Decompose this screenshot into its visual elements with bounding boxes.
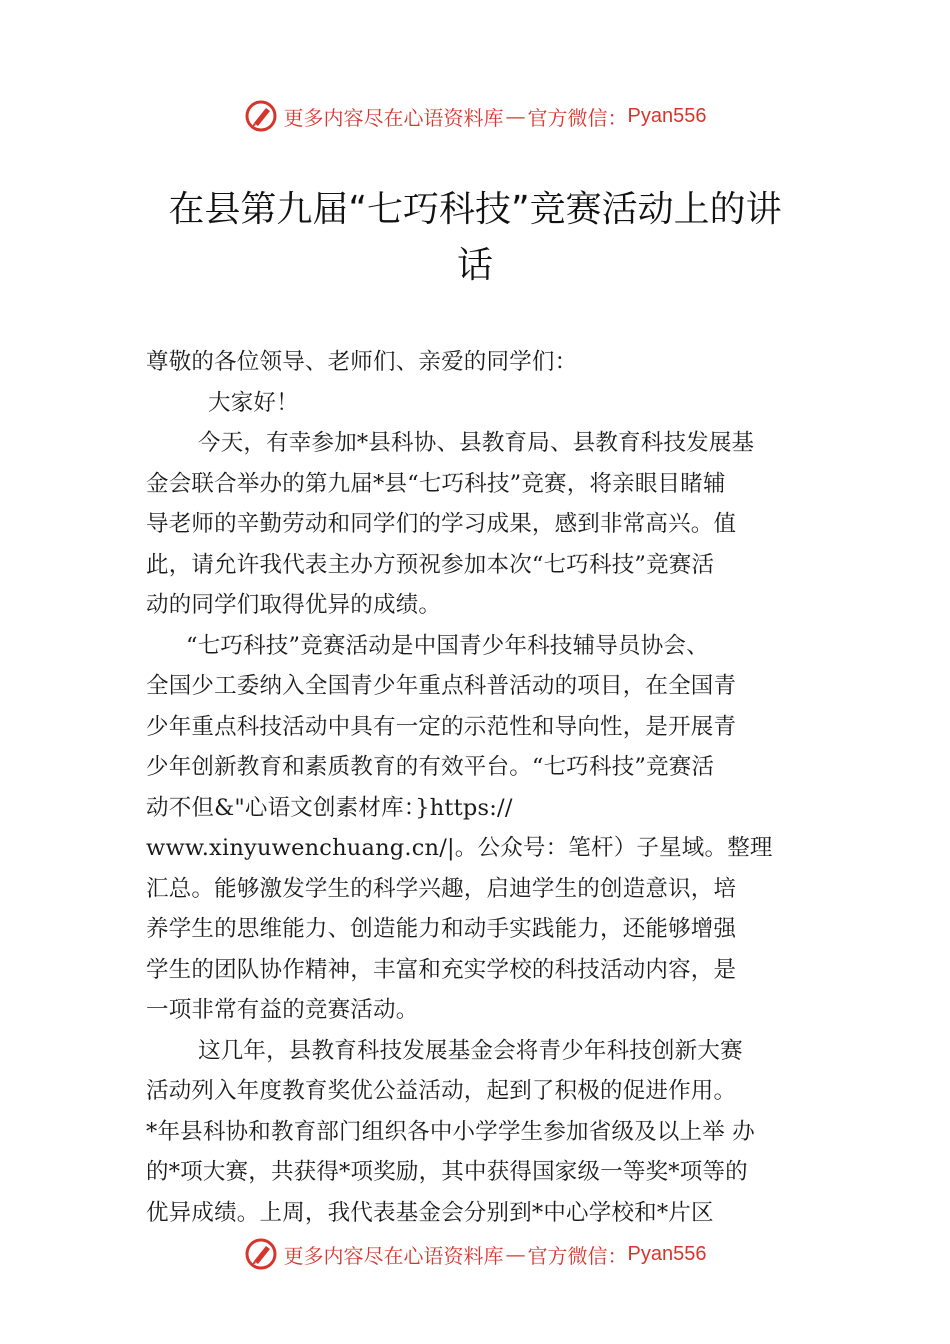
pen-seal-logo-icon — [244, 99, 278, 133]
banner-wechat-label: 官方微信： — [527, 1243, 628, 1268]
body-line: 少年创新教育和素质教育的有效平台。“七巧科技”竞赛活 — [146, 754, 715, 780]
body-line: 全国少工委纳入全国青少年重点科普活动的项目，在全国青 — [146, 673, 737, 699]
body-line: 今天，有幸参加*县科协、县教育局、县教育科技发展基 — [198, 430, 755, 456]
body-line: 动不但&"心语文创素材库：}https:// — [146, 794, 513, 821]
body-line: 优异成绩。上周，我代表基金会分别到*中心学校和*片区 — [146, 1199, 714, 1226]
body-line: “七巧科技”竞赛活动是中国青少年科技辅导员协会、 — [186, 632, 709, 659]
body-line: 的*项大赛，共获得*项奖励，其中获得国家级一等奖*项等的 — [146, 1159, 748, 1185]
body-line: *年县科协和教育部门组织各中小学学生参加省级及以上举 办 — [146, 1118, 756, 1145]
banner-separator: — — [505, 1242, 526, 1266]
body-line: www.xinyuwenchuang.cn/|。公众号：笔杆）子星域。整理 — [146, 835, 773, 861]
banner-text: 更多内容尽在心语资料库 — [283, 1243, 504, 1268]
header-banner — [0, 94, 950, 138]
document-title — [0, 182, 950, 294]
body-line: 养学生的思维能力、创造能力和动手实践能力，还能够增强 — [146, 916, 737, 942]
greeting: 大家好！ — [208, 389, 299, 416]
body-line: 导老师的辛勤劳动和同学们的学习成果，感到非常高兴。值 — [146, 511, 737, 537]
banner-wechat-label: 官方微信： — [527, 105, 628, 130]
body-line: 汇总。能够激发学生的科学兴趣，启迪学生的创造意识，培 — [146, 875, 737, 902]
banner-separator: — — [505, 104, 526, 128]
footer-banner — [0, 1232, 950, 1276]
body-line: 少年重点科技活动中具有一定的示范性和导向性，是开展青 — [146, 713, 737, 740]
title-line-1: 在县第九届“七巧科技”竞赛活动上的讲 — [168, 189, 782, 230]
body-line: 一项非常有益的竞赛活动。 — [146, 997, 419, 1023]
banner-wechat-id: Pyan556 — [627, 104, 707, 127]
banner-text: 更多内容尽在心语资料库 — [283, 105, 504, 130]
pen-seal-logo-icon — [244, 1237, 278, 1271]
salutation: 尊敬的各位领导、老师们、亲爱的同学们： — [146, 349, 578, 375]
title-line-2: 话 — [456, 245, 493, 286]
body-line: 金会联合举办的第九届*县“七巧科技”竞赛，将亲眼目睹辅 — [146, 470, 726, 497]
body-line: 学生的团队协作精神，丰富和充实学校的科技活动内容，是 — [146, 956, 737, 983]
body-line: 此，请允许我代表主办方预祝参加本次“七巧科技”竞赛活 — [146, 551, 715, 578]
body-line: 这几年，县教育科技发展基金会将青少年科技创新大赛 — [198, 1037, 743, 1064]
body-line: 活动列入年度教育奖优公益活动，起到了积极的促进作用。 — [146, 1078, 737, 1104]
banner-wechat-id: Pyan556 — [627, 1242, 707, 1265]
body-line: 动的同学们取得优异的成绩。 — [146, 592, 442, 618]
document-body — [146, 342, 810, 1233]
